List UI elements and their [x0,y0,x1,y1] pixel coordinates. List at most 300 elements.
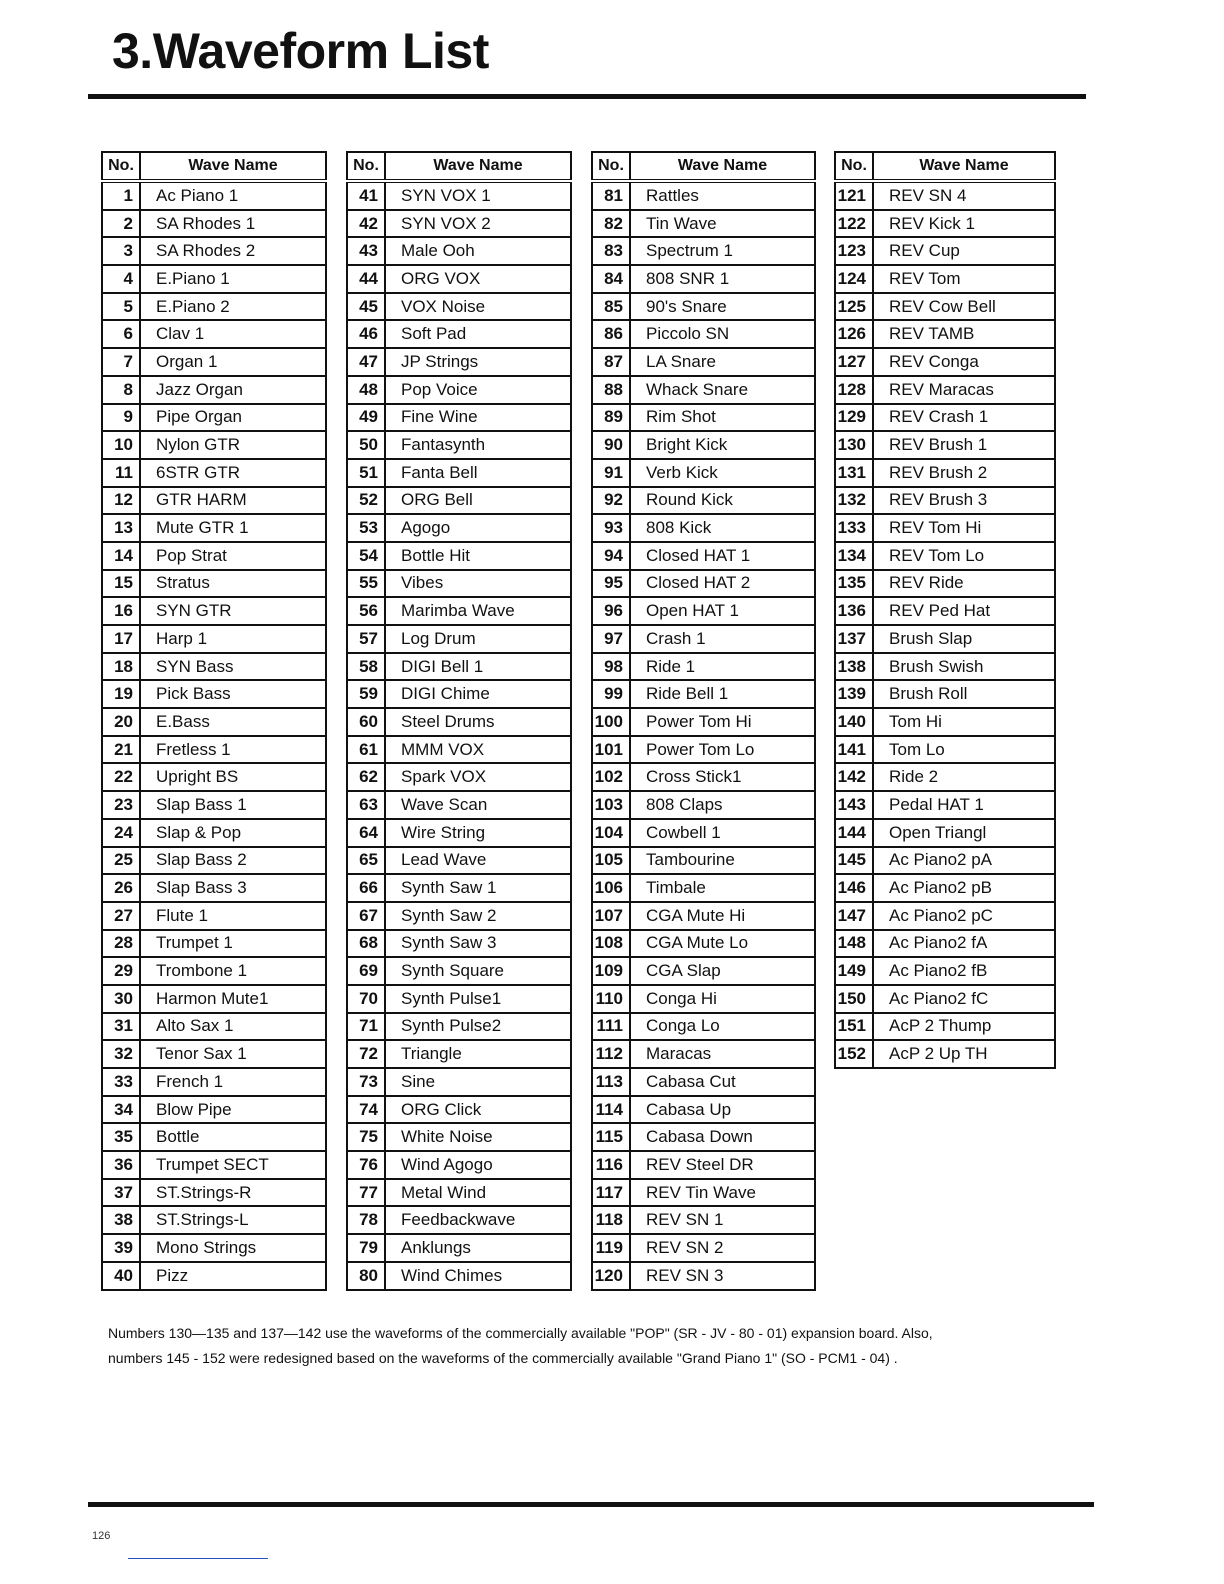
wave-name: Cabasa Down [630,1123,815,1151]
wave-name: Log Drum [385,625,571,653]
wave-number: 64 [347,819,385,847]
table-row [102,431,326,459]
wave-number: 12 [102,487,140,515]
wave-name: Open HAT 1 [630,597,815,625]
wave-name: Power Tom Lo [630,736,815,764]
bottom-rule [88,1502,1094,1507]
table-row [835,293,1055,321]
wave-number: 16 [102,597,140,625]
wave-number: 74 [347,1096,385,1124]
table-row [592,181,815,210]
table-row [102,542,326,570]
wave-name: Pedal HAT 1 [873,791,1055,819]
wave-number: 78 [347,1206,385,1234]
wave-name: Wind Chimes [385,1262,571,1290]
wave-number: 28 [102,930,140,958]
table-row [102,1179,326,1207]
wave-name: REV TAMB [873,320,1055,348]
table-row [835,1013,1055,1041]
wave-name: Ac Piano2 pA [873,847,1055,875]
wave-name: Rattles [630,181,815,210]
wave-number: 94 [592,542,630,570]
wave-name: Harmon Mute1 [140,985,326,1013]
wave-name: Timbale [630,874,815,902]
wave-number: 99 [592,680,630,708]
table-row [592,1068,815,1096]
wave-name: Tom Hi [873,708,1055,736]
wave-number: 110 [592,985,630,1013]
wave-number: 8 [102,376,140,404]
table-row [835,957,1055,985]
table-row [592,1151,815,1179]
wave-name: Anklungs [385,1234,571,1262]
wave-name: REV Tin Wave [630,1179,815,1207]
wave-number: 65 [347,847,385,875]
wave-name: REV Steel DR [630,1151,815,1179]
wave-name: Brush Slap [873,625,1055,653]
wave-name: Slap & Pop [140,819,326,847]
wave-number: 20 [102,708,140,736]
table-row [102,1040,326,1068]
wave-name: French 1 [140,1068,326,1096]
wave-number: 9 [102,404,140,432]
wave-number: 62 [347,763,385,791]
wave-name: Clav 1 [140,320,326,348]
wave-number: 114 [592,1096,630,1124]
wave-name: REV Tom [873,265,1055,293]
wave-name: Pop Strat [140,542,326,570]
wave-number: 132 [835,487,873,515]
header-wave-name: Wave Name [873,152,1055,181]
table-row [347,1234,571,1262]
wave-number: 44 [347,265,385,293]
wave-name: Spectrum 1 [630,237,815,265]
wave-number: 52 [347,487,385,515]
wave-name: Wind Agogo [385,1151,571,1179]
wave-name: Stratus [140,570,326,598]
wave-number: 136 [835,597,873,625]
wave-name: Cabasa Up [630,1096,815,1124]
wave-number: 121 [835,181,873,210]
table-row [102,459,326,487]
wave-number: 96 [592,597,630,625]
table-row [347,1179,571,1207]
table-row [592,459,815,487]
wave-name: Conga Hi [630,985,815,1013]
table-row [102,487,326,515]
table-row [102,597,326,625]
wave-number: 35 [102,1123,140,1151]
table-row [835,597,1055,625]
wave-number: 111 [592,1013,630,1041]
wave-number: 97 [592,625,630,653]
wave-number: 80 [347,1262,385,1290]
table-row [347,514,571,542]
wave-number: 13 [102,514,140,542]
wave-number: 1 [102,181,140,210]
table-row [347,1262,571,1290]
waveform-table-column-3 [591,151,816,1291]
wave-number: 51 [347,459,385,487]
wave-name: Cowbell 1 [630,819,815,847]
wave-name: Closed HAT 2 [630,570,815,598]
table-row [102,819,326,847]
table-row [835,404,1055,432]
wave-number: 135 [835,570,873,598]
wave-number: 2 [102,210,140,238]
wave-name: Alto Sax 1 [140,1013,326,1041]
wave-name: Synth Saw 2 [385,902,571,930]
wave-name: 808 Claps [630,791,815,819]
wave-name: Maracas [630,1040,815,1068]
wave-name: Cabasa Cut [630,1068,815,1096]
table-row [102,376,326,404]
table-row [102,1262,326,1290]
header-wave-name: Wave Name [385,152,571,181]
wave-name: GTR HARM [140,487,326,515]
table-row [347,763,571,791]
wave-name: Synth Square [385,957,571,985]
wave-number: 68 [347,930,385,958]
table-row [592,210,815,238]
wave-name: CGA Slap [630,957,815,985]
table-row [347,431,571,459]
wave-name: Lead Wave [385,847,571,875]
table-row [347,736,571,764]
table-row [592,237,815,265]
wave-number: 126 [835,320,873,348]
wave-number: 86 [592,320,630,348]
table-row [592,570,815,598]
wave-name: ORG Click [385,1096,571,1124]
table-row [347,847,571,875]
wave-name: DIGI Chime [385,680,571,708]
table-row [102,985,326,1013]
wave-name: White Noise [385,1123,571,1151]
wave-name: JP Strings [385,348,571,376]
wave-number: 15 [102,570,140,598]
wave-name: Pick Bass [140,680,326,708]
wave-name: 808 SNR 1 [630,265,815,293]
table-row [102,847,326,875]
table-row [835,431,1055,459]
wave-number: 116 [592,1151,630,1179]
wave-name: Wire String [385,819,571,847]
table-row [347,1123,571,1151]
table-row [592,1262,815,1290]
wave-number: 141 [835,736,873,764]
wave-name: Trumpet SECT [140,1151,326,1179]
wave-name: Synth Pulse1 [385,985,571,1013]
table-row [592,930,815,958]
wave-name: Bottle Hit [385,542,571,570]
wave-name: Flute 1 [140,902,326,930]
table-row [592,376,815,404]
wave-number: 14 [102,542,140,570]
wave-name: Closed HAT 1 [630,542,815,570]
wave-number: 24 [102,819,140,847]
wave-number: 113 [592,1068,630,1096]
wave-number: 30 [102,985,140,1013]
wave-number: 46 [347,320,385,348]
table-row [102,625,326,653]
wave-number: 61 [347,736,385,764]
table-row [102,902,326,930]
table-row [592,819,815,847]
table-row [102,957,326,985]
table-row [347,653,571,681]
wave-number: 129 [835,404,873,432]
wave-name: Bright Kick [630,431,815,459]
wave-name: ST.Strings-L [140,1206,326,1234]
table-row [592,957,815,985]
wave-number: 90 [592,431,630,459]
wave-number: 72 [347,1040,385,1068]
wave-name: Ride 1 [630,653,815,681]
wave-name: Triangle [385,1040,571,1068]
wave-name: SYN VOX 1 [385,181,571,210]
wave-name: Synth Saw 3 [385,930,571,958]
wave-name: Tambourine [630,847,815,875]
wave-number: 124 [835,265,873,293]
wave-number: 11 [102,459,140,487]
wave-number: 152 [835,1040,873,1068]
table-row [835,514,1055,542]
table-row [102,1206,326,1234]
table-row [347,210,571,238]
wave-name: Verb Kick [630,459,815,487]
table-row [835,625,1055,653]
wave-number: 39 [102,1234,140,1262]
table-row [347,819,571,847]
table-row [835,265,1055,293]
wave-name: Agogo [385,514,571,542]
table-row [347,597,571,625]
table-row [592,902,815,930]
footnote [108,1321,1068,1371]
table-row [835,902,1055,930]
wave-number: 81 [592,181,630,210]
wave-name: Bottle [140,1123,326,1151]
wave-number: 85 [592,293,630,321]
wave-name: REV Brush 3 [873,487,1055,515]
table-row [102,320,326,348]
top-rule [88,94,1086,99]
wave-number: 151 [835,1013,873,1041]
table-row [102,181,326,210]
table-row [102,930,326,958]
wave-number: 93 [592,514,630,542]
wave-name: E.Bass [140,708,326,736]
page-title: 3.Waveform List [112,23,489,79]
wave-number: 117 [592,1179,630,1207]
wave-name: Wave Scan [385,791,571,819]
wave-number: 23 [102,791,140,819]
wave-number: 27 [102,902,140,930]
table-row [347,487,571,515]
wave-name: Jazz Organ [140,376,326,404]
wave-number: 115 [592,1123,630,1151]
wave-name: Fantasynth [385,431,571,459]
table-row [347,265,571,293]
table-row [102,1068,326,1096]
table-row [102,736,326,764]
table-row [592,680,815,708]
wave-number: 71 [347,1013,385,1041]
table-row [347,791,571,819]
wave-name: Open Triangl [873,819,1055,847]
table-row [347,1206,571,1234]
wave-number: 32 [102,1040,140,1068]
table-row [592,265,815,293]
wave-number: 137 [835,625,873,653]
table-row [102,763,326,791]
wave-number: 34 [102,1096,140,1124]
table-row [102,514,326,542]
wave-name: REV Maracas [873,376,1055,404]
table-row [347,930,571,958]
table-row [347,1040,571,1068]
wave-name: REV Conga [873,348,1055,376]
table-row [835,542,1055,570]
table-row [102,265,326,293]
table-row [592,1096,815,1124]
link-underline [128,1558,268,1559]
table-row [835,376,1055,404]
table-row [592,791,815,819]
table-row [102,570,326,598]
table-row [347,181,571,210]
wave-name: Ac Piano2 fC [873,985,1055,1013]
wave-name: Upright BS [140,763,326,791]
wave-number: 95 [592,570,630,598]
wave-name: Fanta Bell [385,459,571,487]
wave-number: 21 [102,736,140,764]
header-wave-name: Wave Name [630,152,815,181]
wave-name: ORG Bell [385,487,571,515]
wave-number: 133 [835,514,873,542]
header-no: No. [347,152,385,181]
wave-number: 25 [102,847,140,875]
wave-name: LA Snare [630,348,815,376]
wave-number: 38 [102,1206,140,1234]
table-row [102,404,326,432]
wave-name: AcP 2 Thump [873,1013,1055,1041]
wave-number: 63 [347,791,385,819]
wave-number: 76 [347,1151,385,1179]
footnote-line-2: numbers 145 - 152 were redesigned based on the waveforms of the commercially available "Grand Piano 1" (SO - PCM1 - 04) . [108,1350,898,1366]
wave-number: 57 [347,625,385,653]
wave-name: SYN GTR [140,597,326,625]
footnote-line-1: Numbers 130—135 and 137—142 use the waveforms of the commercially available "POP" (SR - JV - 80 - 01) expansion board. Also, [108,1325,933,1341]
wave-number: 7 [102,348,140,376]
header-no: No. [102,152,140,181]
wave-number: 130 [835,431,873,459]
table-row [102,348,326,376]
wave-number: 89 [592,404,630,432]
table-row [835,487,1055,515]
table-row [835,736,1055,764]
table-row [592,542,815,570]
wave-number: 87 [592,348,630,376]
table-row [835,237,1055,265]
wave-number: 105 [592,847,630,875]
wave-name: Rim Shot [630,404,815,432]
wave-number: 3 [102,237,140,265]
table-row [102,210,326,238]
wave-number: 73 [347,1068,385,1096]
table-row [592,1013,815,1041]
wave-number: 29 [102,957,140,985]
table-row [592,874,815,902]
wave-number: 109 [592,957,630,985]
wave-number: 31 [102,1013,140,1041]
wave-number: 144 [835,819,873,847]
wave-number: 134 [835,542,873,570]
wave-number: 143 [835,791,873,819]
table-row [592,348,815,376]
wave-number: 41 [347,181,385,210]
table-row [835,320,1055,348]
wave-name: REV Cow Bell [873,293,1055,321]
wave-name: Synth Saw 1 [385,874,571,902]
wave-number: 17 [102,625,140,653]
wave-number: 102 [592,763,630,791]
wave-number: 47 [347,348,385,376]
wave-number: 123 [835,237,873,265]
table-row [102,1013,326,1041]
table-row [347,625,571,653]
table-row [592,1206,815,1234]
table-row [347,1013,571,1041]
page-number: 126 [92,1530,111,1542]
table-row [592,320,815,348]
wave-name: MMM VOX [385,736,571,764]
table-row [102,1151,326,1179]
wave-number: 120 [592,1262,630,1290]
table-row [835,348,1055,376]
wave-name: REV Brush 2 [873,459,1055,487]
table-row [835,930,1055,958]
table-row [102,680,326,708]
table-row [347,348,571,376]
header-no: No. [592,152,630,181]
table-row [592,708,815,736]
wave-number: 6 [102,320,140,348]
wave-name: Male Ooh [385,237,571,265]
wave-number: 26 [102,874,140,902]
wave-number: 125 [835,293,873,321]
wave-name: Steel Drums [385,708,571,736]
wave-name: Ac Piano2 fB [873,957,1055,985]
wave-number: 53 [347,514,385,542]
wave-name: REV Brush 1 [873,431,1055,459]
wave-name: Tom Lo [873,736,1055,764]
wave-name: SA Rhodes 1 [140,210,326,238]
wave-name: Cross Stick1 [630,763,815,791]
waveform-table-column-4 [834,151,1056,1069]
wave-number: 108 [592,930,630,958]
table-row [835,708,1055,736]
wave-name: Fretless 1 [140,736,326,764]
wave-number: 49 [347,404,385,432]
wave-name: Ac Piano2 fA [873,930,1055,958]
wave-name: CGA Mute Lo [630,930,815,958]
table-row [592,597,815,625]
wave-number: 55 [347,570,385,598]
wave-name: REV SN 1 [630,1206,815,1234]
wave-name: REV SN 3 [630,1262,815,1290]
